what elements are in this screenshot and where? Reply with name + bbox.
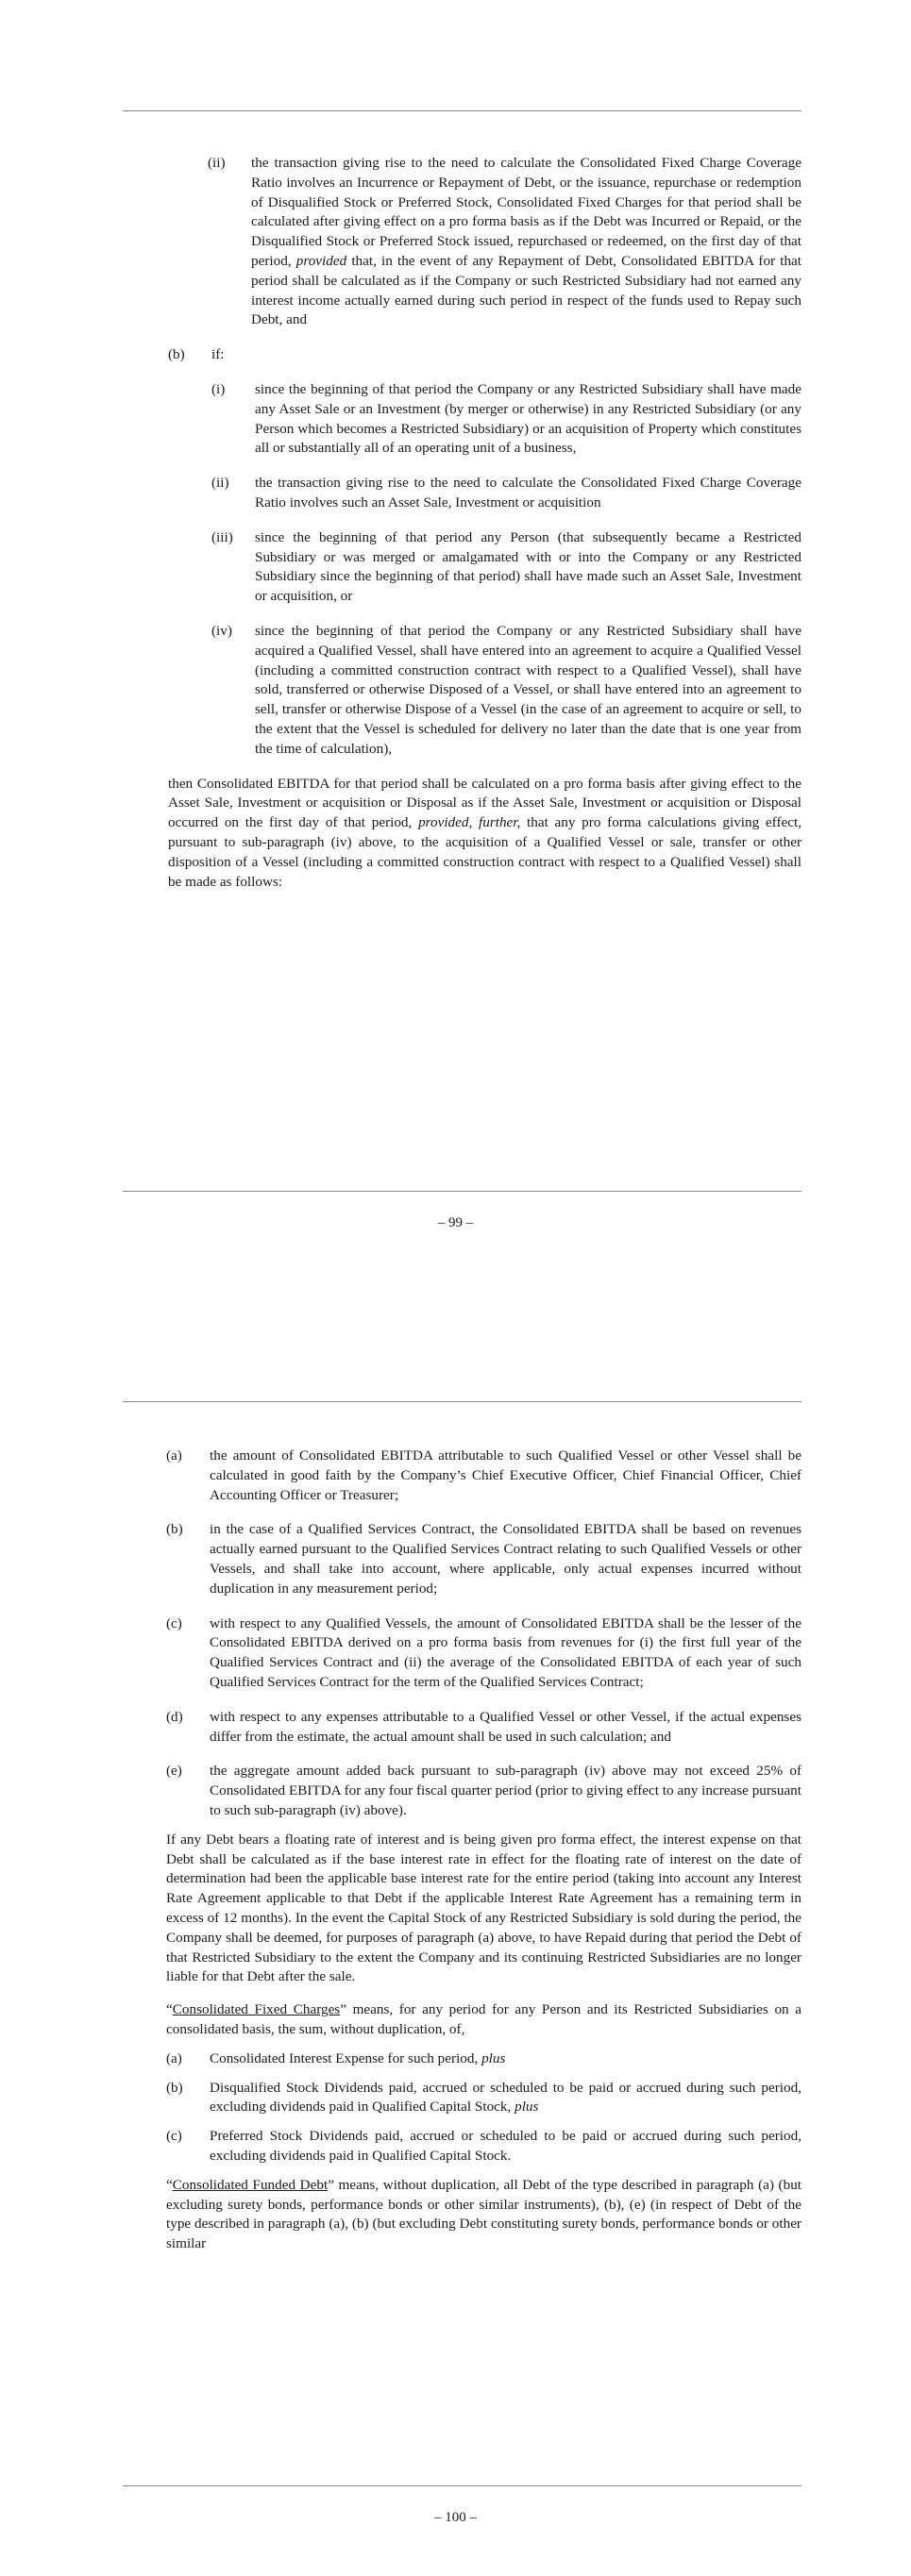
clause-label: (ii) <box>211 475 229 492</box>
clause-label: (b) <box>168 346 185 363</box>
clause-a-ii <box>208 154 801 330</box>
pro-forma-item-e <box>166 1762 801 1820</box>
clause-b-ii <box>211 474 801 513</box>
fixed-charges-item-a <box>166 2049 801 2069</box>
clause-text: since the beginning of that period the Company or any Restricted Subsidiary shall have acquired a Qualified Vessel, shall have entered into an agreement to acquire a Qualified Vessel (including a committed construction contract with respect to a Qualified Vessel), shall have sold, transferred or otherwise Disposed of a Vessel, or shall have entered into an agreement to sell, transfer or otherwise Dispose of a Vessel (in the case of an agreement to acquire or sell, to the extent that the Vessel is scheduled for delivery no later than the date that is one year from the time of calculation), <box>255 622 801 757</box>
italic-term: plus <box>481 2049 506 2066</box>
page-99-bottom-rule <box>123 1191 801 1192</box>
defined-term: Consolidated Funded Debt <box>172 2176 329 2193</box>
clause-b-i <box>211 380 801 459</box>
pro-forma-item-d <box>166 1708 801 1748</box>
clause-label: (b) <box>166 2079 183 2096</box>
consolidated-funded-debt-definition: “Consolidated Funded Debt” means, without duplication, all Debt of the type described in paragraph (a) (but excluding surety bonds, performance bonds or other similar instruments), (b), (e) (in respect of Debt of the type described in paragraph (a), (b) (but excluding Debt constituting surety bonds, performance bonds or other similar <box>166 2176 802 2252</box>
clause-b <box>168 345 801 365</box>
clause-text: with respect to any expenses attributable to a Qualified Vessel or other Vessel, if the actual expenses differ from the estimate, the actual amount shall be used in such calculation; and <box>210 1708 801 1745</box>
page-99-top-rule <box>123 110 801 111</box>
clause-label: (iv) <box>211 622 232 639</box>
clause-text: Disqualified Stock Dividends paid, accrued or scheduled to be paid or accrued during such period, excluding dividends paid in Qualified Capital Stock, plus <box>210 2079 801 2116</box>
clause-label: (iii) <box>211 528 233 545</box>
clause-text: since the beginning of that period any Person (that subsequently became a Restricted Subsidiary or was merged or amalgamated with or into the Company or any Restricted Subsidiary since the beginning of that period) shall have made such an Asset Sale, Investment or acquisition, or <box>255 528 801 605</box>
clause-text: in the case of a Qualified Services Contract, the Consolidated EBITDA shall be based on revenues actually earned pursuant to the Qualified Services Contract relating to such Qualified Vessels or other Vessels, and shall take into account, where applicable, only actual expenses incurred without duplication in any measurement period; <box>210 1521 801 1597</box>
clause-text: the transaction giving rise to the need to calculate the Consolidated Fixed Charge Coverage Ratio involves such an Asset Sale, Investment or acquisition <box>255 475 801 510</box>
fixed-charges-item-b <box>166 2079 801 2118</box>
italic-term: plus <box>515 2099 539 2116</box>
italic-term: provided <box>295 252 347 269</box>
defined-term: Consolidated Fixed Charges <box>172 2001 341 2018</box>
pro-forma-item-a <box>166 1447 801 1505</box>
page-number-100: – 100 – <box>434 2510 477 2525</box>
then-paragraph: then Consolidated EBITDA for that period shall be calculated on a pro forma basis after giving effect to the Asset Sale, Investment or acquisition or Disposal as if the Asset Sale, Investment or acquisition or Disposal occurred on the first day of that period, provided, further, that any pro forma calculations giving effect, pursuant to sub-paragraph (iv) above, to the acquisition of a Qualified Vessel or sale, transfer or other disposition of a Vessel (including a committed construction contract with respect to a Qualified Vessel) shall be made as follows: <box>168 775 802 890</box>
page-100-top-rule <box>123 1401 801 1402</box>
clause-label: (ii) <box>208 155 226 171</box>
clause-text: the amount of Consolidated EBITDA attributable to such Qualified Vessel or other Vessel shall be calculated in good faith by the Company’s Chief Executive Officer, Chief Financial Officer, Chief Accounting Officer or Treasurer; <box>210 1447 801 1503</box>
clause-text: Preferred Stock Dividends paid, accrued or scheduled to be paid or accrued during such period, excluding dividends paid in Qualified Capital Stock. <box>210 2128 801 2164</box>
clause-label: (b) <box>166 1521 183 1538</box>
clause-text: the aggregate amount added back pursuant to sub-paragraph (iv) above may not exceed 25% of Consolidated EBITDA for any four fiscal quarter period (prior to giving effect to any increase pursuant to such sub-paragraph (iv) above). <box>210 1763 801 1818</box>
pro-forma-item-b <box>166 1520 801 1598</box>
clause-text: since the beginning of that period the Company or any Restricted Subsidiary shall have made any Asset Sale or an Investment (by merger or otherwise) in any Restricted Subsidiary (or any Person which becomes a Restricted Subsidiary) or an acquisition of Property which constitutes all or substantially all of an operating unit of a business, <box>255 380 801 457</box>
clause-label: (a) <box>166 2049 182 2066</box>
italic-term: provided, further, <box>418 814 521 831</box>
clause-label: (a) <box>166 1447 182 1464</box>
clause-label: (i) <box>211 380 226 397</box>
clause-text: the transaction giving rise to the need to calculate the Consolidated Fixed Charge Coverage Ratio involves an Incurrence or Repayment of Debt, or the issuance, repurchase or redemption of Disqualified Stock or Preferred Stock, Consolidated Fixed Charges for that period shall be calculated after giving effect on a pro forma basis as if the Debt was Incurred or Repaid, or the Disqualified Stock or Preferred Stock issued, repurchased or redeemed, on the first day of that period, provided that, in the event of any Repayment of Debt, Consolidated EBITDA for that period shall be calculated as if the Company or such Restricted Subsidiary had not earned any interest income actually earned during such period in respect of the funds used to Repay such Debt, and <box>251 155 802 328</box>
pro-forma-item-c <box>166 1614 801 1693</box>
consolidated-fixed-charges-definition: “Consolidated Fixed Charges” means, for any period for any Person and its Restricted Subsidiaries on a consolidated basis, the sum, without duplication, of, <box>166 2001 801 2037</box>
fixed-charges-item-c <box>166 2127 801 2166</box>
clause-text: Consolidated Interest Expense for such period, plus <box>210 2049 506 2066</box>
page-100-body <box>166 1447 801 2267</box>
clause-label: (c) <box>166 2128 182 2145</box>
clause-b-iii <box>211 528 801 607</box>
clause-b-iv <box>211 622 801 760</box>
clause-text: if: <box>211 346 225 363</box>
clause-text: with respect to any Qualified Vessels, the amount of Consolidated EBITDA shall be the lesser of the Consolidated EBITDA derived on a pro forma basis from revenues for (i) the first full year of the Qualified Services Contract and (ii) the average of the Consolidated EBITDA of each year of such Qualified Services Contract for the term of the Qualified Services Contract; <box>210 1614 801 1690</box>
clause-label: (e) <box>166 1763 182 1780</box>
page-99-body <box>170 154 801 905</box>
floating-rate-paragraph: If any Debt bears a floating rate of interest and is being given pro forma effect, the interest expense on that Debt shall be calculated as if the base interest rate in effect for the floating rate of interest on the date of determination had been the applicable base interest rate for the entire period (taking into account any Interest Rate Agreement applicable to that Debt if the applicable Interest Rate Agreement has a remaining term in excess of 12 months). In the event the Capital Stock of any Restricted Subsidiary is sold during the period, the Company shall be deemed, for purposes of paragraph (a) above, to have Repaid during that period the Debt of that Restricted Subsidiary to the extent the Company and its continuing Restricted Subsidiaries are no longer liable for that Debt after the sale. <box>166 1831 801 1985</box>
page-100-bottom-rule <box>123 2485 801 2486</box>
clause-label: (d) <box>166 1708 183 1725</box>
page-number-99: – 99 – <box>437 1215 474 1230</box>
clause-label: (c) <box>166 1614 182 1631</box>
